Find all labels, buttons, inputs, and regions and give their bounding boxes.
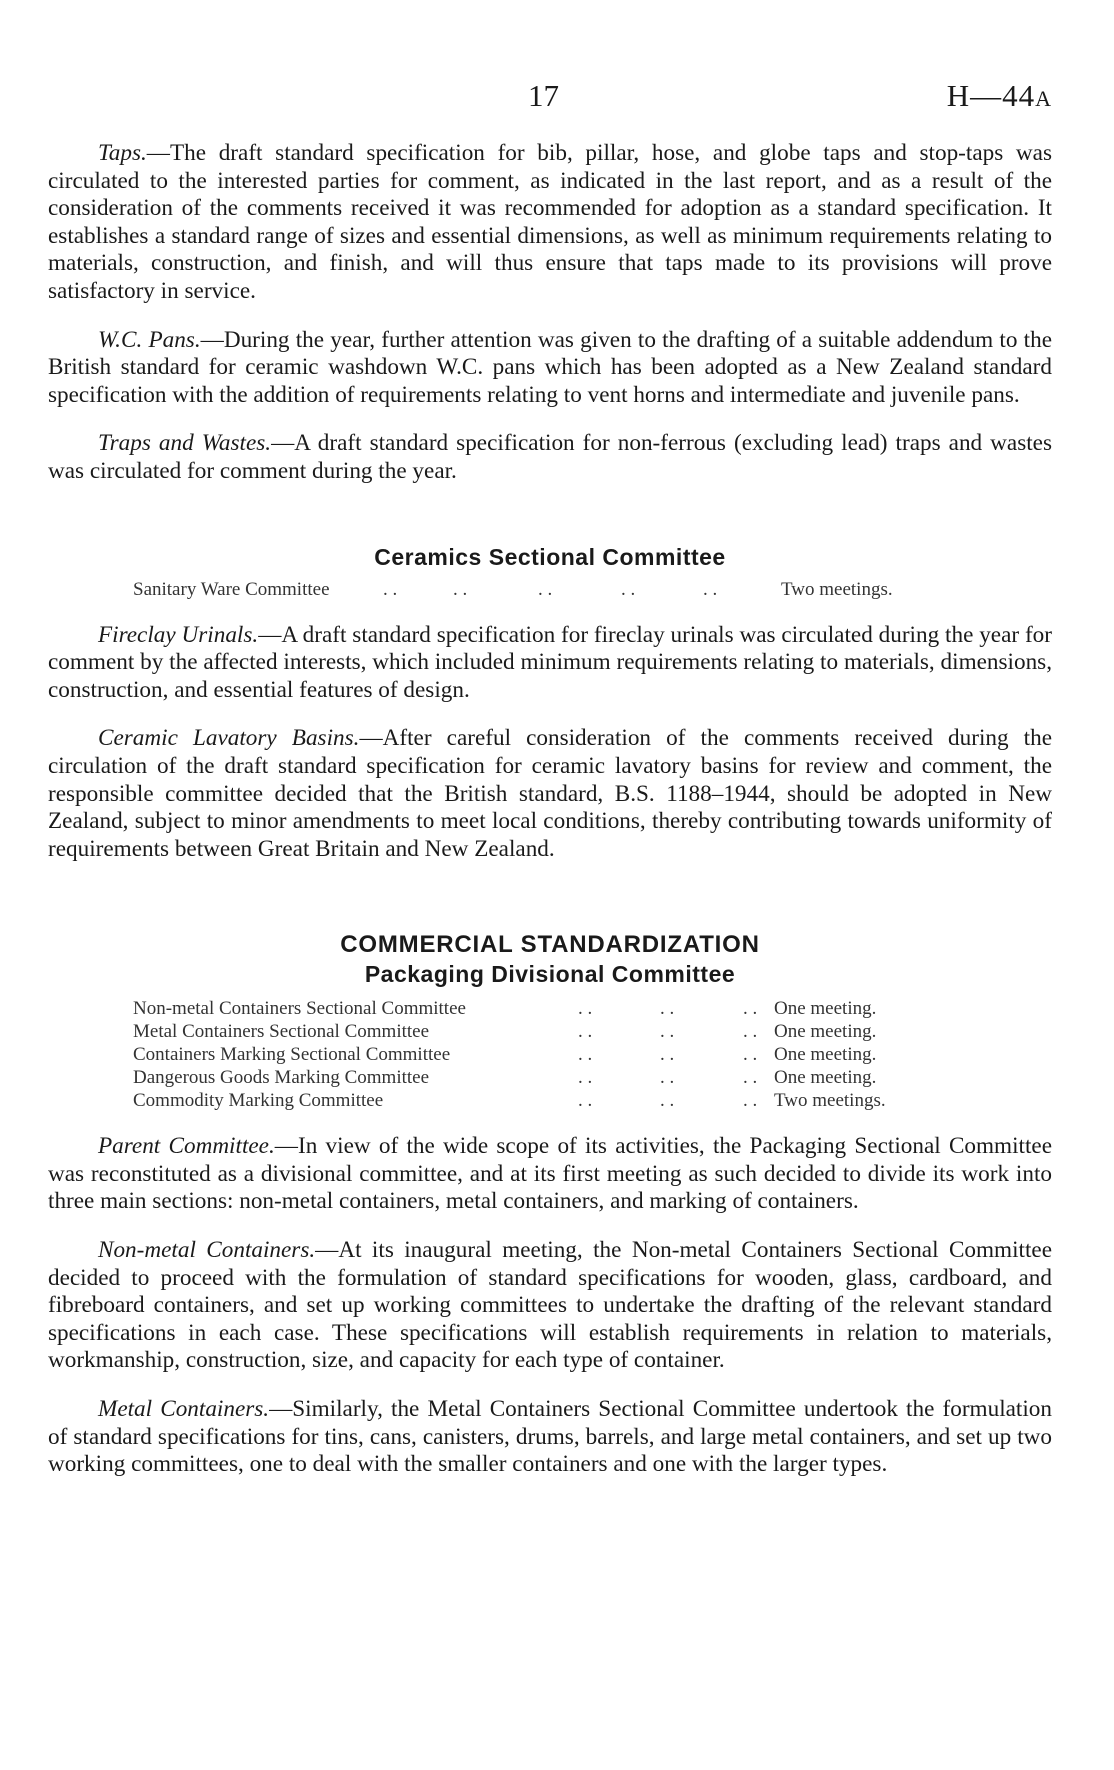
leader-dots: . . (660, 998, 675, 1020)
leader-dots: . . (383, 578, 398, 600)
paragraph-parent-committee (48, 1133, 1052, 1216)
paragraph-lead: Taps. (98, 140, 147, 166)
leader-dots: . . (538, 578, 553, 600)
paragraph-text: —The draft standard specification for bib, pillar, hose, and globe taps and stop-taps was circulated to the interested parties for comment, as indicated in the last report, and as a result of the consideration of the comments received it was recommended for adoption as a standard specification. It establishes a standard range of sizes and essential dimensions, as well as minimum requirements relating to materials, construction, and finish, and will thus ensure that taps made to its provisions will prove satisfactory in service. (48, 140, 1052, 304)
meeting-row (48, 579, 1052, 602)
leader-dots: . . (660, 1090, 675, 1112)
leader-dots: . . (660, 1021, 675, 1043)
leader-dots: . . (743, 1090, 758, 1112)
paragraph-wc-pans (48, 327, 1052, 410)
meeting-count: One meeting. (774, 998, 877, 1020)
meeting-row (48, 1044, 1052, 1067)
meeting-count: One meeting. (774, 1044, 877, 1066)
paragraph-lead: Parent Committee. (98, 1133, 275, 1160)
packaging-meetings-list (48, 998, 1052, 1113)
paragraph-lead: Non-metal Containers. (98, 1237, 316, 1264)
leader-dots: . . (660, 1067, 675, 1089)
page-number: 17 (528, 78, 559, 113)
page-header (0, 70, 1114, 120)
meeting-row (48, 998, 1052, 1021)
paragraph-text: —After careful consideration of the comments received during the circulation of the draft standard specification for ceramic lavatory basins for review and comment, the responsible committee decided that the British standard, B.S. 1188–1944, should be adopted in New Zealand, subject to minor amendments to meet local conditions, thereby contributing towards uniformity of requirements between Great Britain and New Zealand. (48, 725, 1053, 862)
document-reference (947, 78, 1052, 114)
committee-name: Dangerous Goods Marking Committee (133, 1067, 430, 1089)
meeting-count: One meeting. (774, 1067, 877, 1089)
paragraph-text: —During the year, further attention was given to the drafting of a suitable addendum to the British standard for ceramic washdown W.C. pans which has been adopted as a New Zealand standard specification with the addition of requirements relating to vent horns and intermediate and juvenile pans. (48, 326, 1053, 408)
leader-dots: . . (578, 1044, 593, 1066)
meeting-row (48, 1090, 1052, 1113)
committee-name: Non-metal Containers Sectional Committee (133, 998, 466, 1020)
document-reference-suffix: A (1035, 86, 1052, 111)
commercial-standardization-heading: COMMERCIAL STANDARDIZATION (340, 931, 760, 959)
paragraph-taps (48, 140, 1052, 306)
paragraph-text: —Similarly, the Metal Containers Sectional Committee undertook the formulation of standard specifications for tins, cans, canisters, drums, barrels, and large metal containers, and set up two working committees, one to deal with the smaller containers and one with the larger types. (48, 1396, 1052, 1478)
meeting-row (48, 1021, 1052, 1044)
document-reference-main: H—44 (946, 78, 1036, 113)
meeting-count: Two meetings. (774, 1090, 886, 1112)
leader-dots: . . (743, 998, 758, 1020)
leader-dots: . . (743, 1021, 758, 1043)
leader-dots: . . (660, 1044, 675, 1066)
leader-dots: . . (578, 1090, 593, 1112)
paragraph-lead: Fireclay Urinals. (98, 621, 259, 648)
committee-name: Metal Containers Sectional Committee (133, 1021, 430, 1043)
committee-name: Containers Marking Sectional Committee (133, 1044, 451, 1066)
meeting-count: One meeting. (774, 1021, 877, 1043)
leader-dots: . . (578, 998, 593, 1020)
leader-dots: . . (743, 1044, 758, 1066)
paragraph-ceramic-lavatory-basins (48, 725, 1052, 863)
paragraph-non-metal-containers (48, 1237, 1052, 1375)
paragraph-text: —At its inaugural meeting, the Non-metal Containers Sectional Committee decided to proceed with the formulation of standard specifications for wooden, glass, cardboard, and fibreboard containers, and set up working committees to undertake the drafting of the relevant standard specifications in each case. These specifications will establish requirements in relation to materials, workmanship, construction, size, and capacity for each type of container. (48, 1237, 1052, 1374)
paragraph-lead: W.C. Pans. (98, 326, 201, 353)
paragraph-text: —In view of the wide scope of its activities, the Packaging Sectional Committee was reconstituted as a divisional committee, and at its first meeting as such decided to divide its work into three main sections: non-metal containers, metal containers, and marking of containers. (48, 1133, 1052, 1215)
leader-dots: . . (743, 1067, 758, 1089)
paragraph-text: —A draft standard specification for non-ferrous (excluding lead) traps and wastes was circulated for comment during the year. (48, 430, 1052, 484)
committee-name: Sanitary Ware Committee (133, 578, 330, 600)
packaging-committee-heading: Packaging Divisional Committee (364, 961, 736, 988)
paragraph-lead: Metal Containers. (98, 1396, 270, 1423)
paragraph-lead: Ceramic Lavatory Basins. (98, 725, 360, 752)
leader-dots: . . (453, 578, 468, 600)
ceramics-heading: Ceramics Sectional Committee (374, 543, 726, 570)
paragraph-fireclay-urinals (48, 622, 1052, 705)
paragraph-traps-wastes (48, 430, 1052, 485)
leader-dots: . . (703, 578, 718, 600)
leader-dots: . . (621, 578, 636, 600)
committee-name: Commodity Marking Committee (133, 1090, 384, 1112)
leader-dots: . . (578, 1067, 593, 1089)
page-content (48, 140, 1052, 1500)
paragraph-metal-containers (48, 1396, 1052, 1479)
paragraph-text: —A draft standard specification for fireclay urinals was circulated during the year for comment by the affected interests, which included minimum requirements relating to materials, dimensions, construction, and essential features of design. (48, 621, 1052, 703)
meeting-row (48, 1067, 1052, 1090)
ceramics-meetings-list (48, 579, 1052, 602)
paragraph-lead: Traps and Wastes. (98, 430, 272, 457)
leader-dots: . . (578, 1021, 593, 1043)
meeting-count: Two meetings. (781, 578, 893, 600)
